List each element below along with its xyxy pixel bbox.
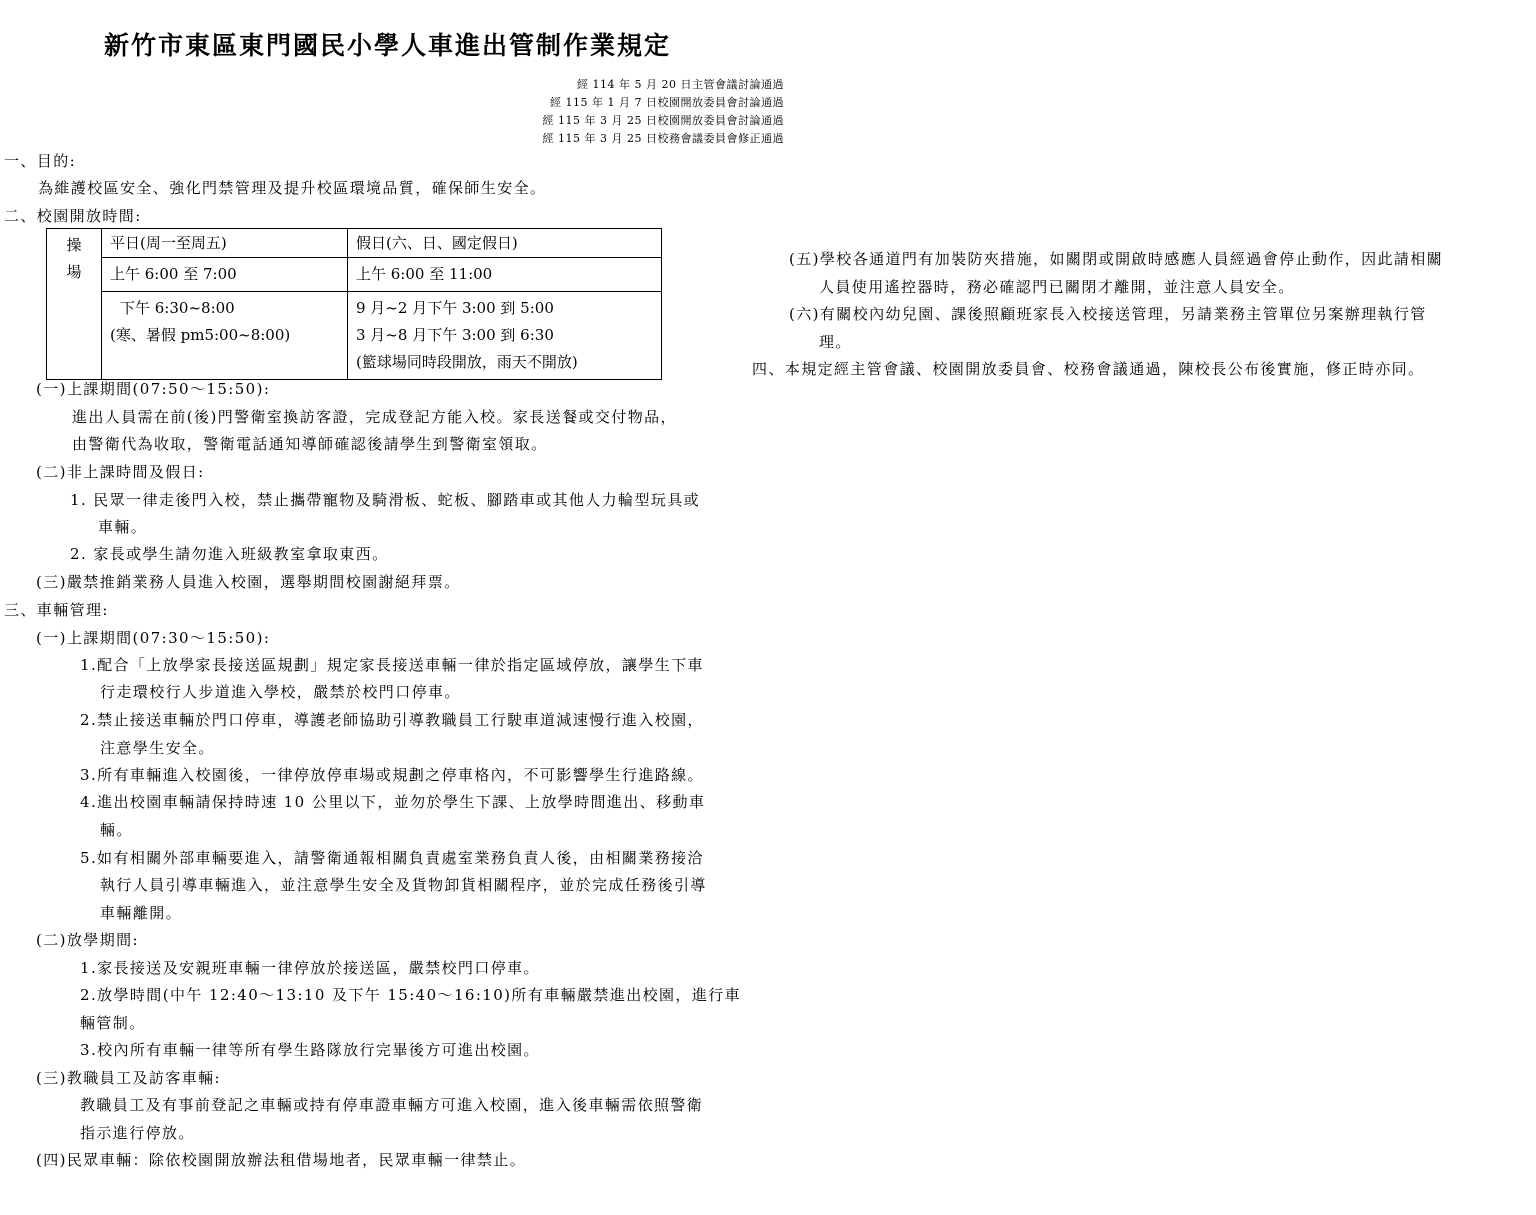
section-3-sub-1-2-line-1: 2.禁止接送車輛於門口停車，導護老師協助引導教職員工行駛車道減速慢行進入校園， [80,711,704,729]
approval-note-4: 經 115 年 3 月 25 日校務會議委員會修正通過 [542,132,784,145]
holiday-afternoon-note: (籃球場同時段開放，雨天不開放) [356,353,578,371]
section-3-sub-1-4-line-2: 輛。 [100,821,133,839]
document-title: 新竹市東區東門國民小學人車進出管制作業規定 [104,31,672,60]
section-2-item-1-line-2: 由警衛代為收取，警衛電話通知導師確認後請學生到警衛室領取。 [72,435,548,453]
opening-hours-table [46,228,662,380]
section-3-sub-2-1: 1.家長接送及安親班車輛一律停放於接送區，嚴禁校門口停車。 [80,959,540,977]
section-3-sub-5-line-1: (五)學校各通道門有加裝防夾措施，如關閉或開啟時感應人員經過會停止動作，因此請相關 [789,250,1444,268]
holiday-afternoon-summer: 3 月~8 月下午 3:00 到 6:30 [356,326,554,344]
section-1-body: 為維護校區安全、強化門禁管理及提升校區環境品質，確保師生安全。 [38,179,547,197]
section-4: 四、本規定經主管會議、校園開放委員會、校務會議通過，陳校長公布後實施，修正時亦同。 [752,360,1425,378]
section-3-sub-6-line-1: (六)有關校內幼兒園、課後照顧班家長入校接送管理，另請業務主管單位另案辦理執行管 [789,305,1427,323]
section-3-sub-1-5-line-3: 車輛離開。 [100,904,183,922]
section-3-sub-1-3: 3.所有車輛進入校園後，一律停放停車場或規劃之停車格內，不可影響學生行進路線。 [80,766,704,784]
weekday-evening-time: 下午 6:30~8:00 [120,299,235,317]
approval-note-3: 經 115 年 3 月 25 日校園開放委員會討論通過 [542,114,784,127]
section-3-sub-6-line-2: 理。 [819,333,852,351]
venue-label-2: 場 [66,263,82,281]
section-1-heading: 一、目的: [4,152,77,170]
section-3-sub-2-2-line-2: 輛管制。 [80,1014,146,1032]
section-2-item-1-heading: (一)上課期間(07:50～15:50): [36,380,271,398]
section-3-sub-2-heading: (二)放學期間: [36,931,139,949]
venue-label-1: 操 [66,236,82,254]
section-3-heading: 三、車輛管理: [4,601,109,619]
section-3-sub-1-5-line-2: 執行人員引導車輛進入，並注意學生安全及貨物卸貨相關程序，並於完成任務後引導 [100,876,707,894]
section-2-item-2-heading: (二)非上課時間及假日: [36,463,205,481]
weekday-evening-cell [102,292,348,380]
section-3-sub-1-1-line-2: 行走環校行人步道進入學校，嚴禁於校門口停車。 [100,683,461,701]
section-3-sub-1-1-line-1: 1.配合「上放學家長接送區規劃」規定家長接送車輛一律於指定區域停放，讓學生下車 [80,656,704,674]
holiday-morning: 上午 6:00 至 11:00 [348,258,662,292]
section-2-heading: 二、校園開放時間: [4,207,142,225]
section-3-sub-2-3: 3.校內所有車輛一律等所有學生路隊放行完畢後方可進出校園。 [80,1041,540,1059]
section-3-sub-5-line-2: 人員使用遙控器時，務必確認門已關閉才離開，並注意人員安全。 [819,278,1295,296]
section-2-item-2-1-line-1: 1. 民眾一律走後門入校，禁止攜帶寵物及騎滑板、蛇板、腳踏車或其他人力輪型玩具或 [70,491,701,509]
section-3-sub-1-2-line-2: 注意學生安全。 [100,739,215,757]
section-3-sub-1-5-line-1: 5.如有相關外部車輛要進入，請警衛通報相關負責處室業務負責人後，由相關業務接洽 [80,849,704,867]
section-3-sub-1-4-line-1: 4.進出校園車輛請保持時速 10 公里以下，並勿於學生下課、上放學時間進出、移動車 [80,793,706,811]
weekday-evening-vacation: (寒、暑假 pm5:00~8:00) [110,326,291,344]
section-3-sub-2-2-line-1: 2.放學時間(中午 12:40～13:10 及下午 15:40～16:10)所有車輛嚴禁進出校園，進行車 [80,986,742,1004]
holiday-afternoon-cell [348,292,662,380]
section-2-item-2-2: 2. 家長或學生請勿進入班級教室拿取東西。 [70,545,389,563]
section-3-sub-3-line-1: 教職員工及有事前登記之車輛或持有停車證車輛方可進入校園，進入後車輛需依照警衛 [80,1096,704,1114]
weekday-header: 平日(周一至周五) [102,229,348,258]
approval-note-1: 經 114 年 5 月 20 日主管會議討論通過 [577,78,784,91]
holiday-header: 假日(六、日、國定假日) [348,229,662,258]
section-3-sub-1-heading: (一)上課期間(07:30～15:50): [36,629,271,647]
approval-note-2: 經 115 年 1 月 7 日校園開放委員會討論通過 [550,96,784,109]
weekday-morning: 上午 6:00 至 7:00 [102,258,348,292]
section-3-sub-3-heading: (三)教職員工及訪客車輛: [36,1069,221,1087]
holiday-afternoon-winter: 9 月~2 月下午 3:00 到 5:00 [356,299,554,317]
section-3-sub-4: (四)民眾車輛：除依校園開放辦法租借場地者，民眾車輛一律禁止。 [36,1151,527,1169]
section-2-item-3: (三)嚴禁推銷業務人員進入校園，選舉期間校園謝絕拜票。 [36,573,461,591]
section-3-sub-3-line-2: 指示進行停放。 [80,1124,195,1142]
section-2-item-2-1-line-2: 車輛。 [98,518,148,536]
venue-cell [47,229,102,380]
section-2-item-1-line-1: 進出人員需在前(後)門警衛室換訪客證，完成登記方能入校。家長送餐或交付物品， [72,408,677,426]
